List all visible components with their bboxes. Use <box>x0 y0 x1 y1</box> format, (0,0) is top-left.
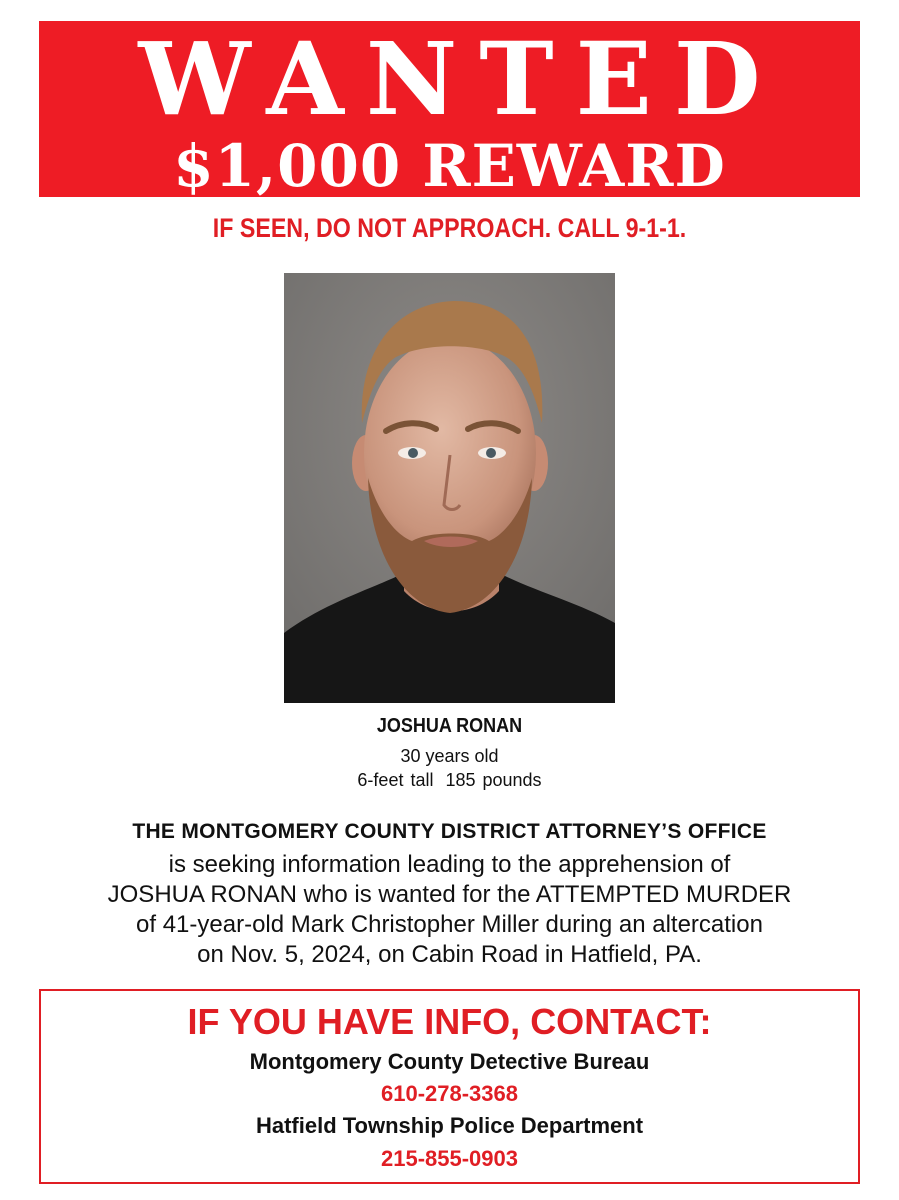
phone-detective-bureau[interactable]: 610-278-3368 <box>380 1081 518 1106</box>
contact-box <box>39 989 860 1184</box>
phone-hatfield-police[interactable]: 215-855-0903 <box>380 1146 518 1171</box>
suspect-photo <box>284 273 615 703</box>
suspect-name: JOSHUA RONAN <box>376 715 523 737</box>
description-line: on Nov. 5, 2024, on Cabin Road in Hatfield, PA. <box>197 941 702 968</box>
agency-name-detective-bureau: Montgomery County Detective Bureau <box>249 1049 650 1074</box>
wanted-headline: WANTED <box>138 20 783 138</box>
wanted-banner <box>39 20 860 200</box>
description-line: JOSHUA RONAN who is wanted for the ATTEMPTED MURDER <box>107 881 792 908</box>
description-line: is seeking information leading to the apprehension of <box>168 851 731 878</box>
suspect-weight: 185 pounds <box>445 770 542 790</box>
reward-amount: $1,000 REWARD <box>173 132 726 200</box>
case-description <box>40 850 859 970</box>
agency-name-hatfield-police: Hatfield Township Police Department <box>255 1113 644 1138</box>
office-heading: THE MONTGOMERY COUNTY DISTRICT ATTORNEY’S OFFICE <box>132 820 767 843</box>
suspect-physical-stats <box>0 769 899 791</box>
suspect-height: 6-feet tall <box>357 770 434 790</box>
contact-title: IF YOU HAVE INFO, CONTACT: <box>187 1001 712 1042</box>
suspect-portrait-illustration <box>284 273 615 703</box>
suspect-age: 30 years old <box>400 746 499 766</box>
warning-text: IF SEEN, DO NOT APPROACH. CALL 9-1-1. <box>212 213 687 243</box>
description-line: of 41-year-old Mark Christopher Miller during an altercation <box>136 911 763 938</box>
